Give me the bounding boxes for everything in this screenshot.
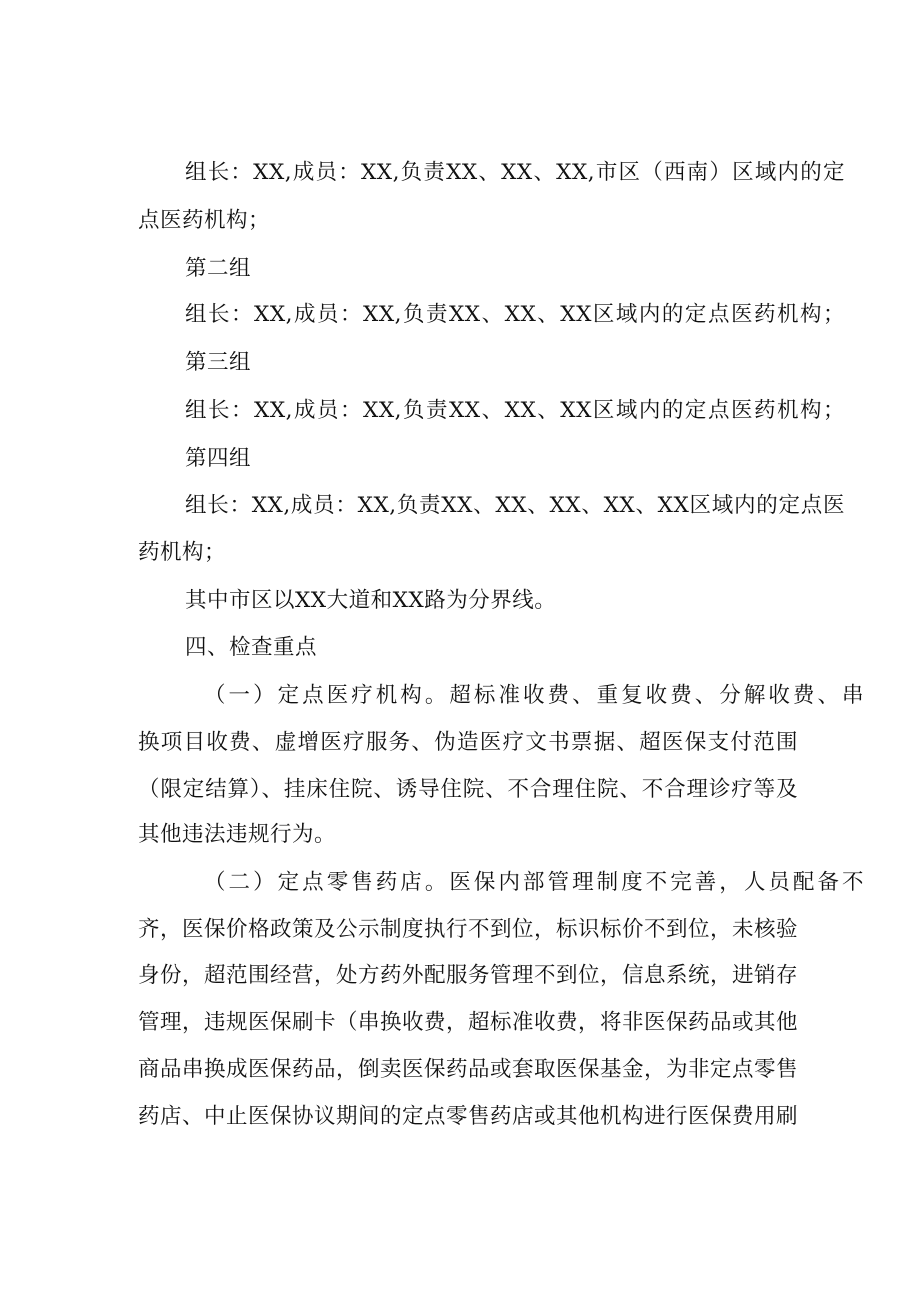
paragraph-group3: 组长：XX,成员：XX,负责XX、XX、XX区域内的定点医药机构； (185, 398, 845, 423)
heading-group3: 第三组 (185, 350, 252, 375)
paragraph-medical-institution-line2: 换项目收费、虚增医疗服务、伪造医疗文书票据、超医保支付范围 (138, 730, 798, 755)
paragraph-medical-institution-line3: （限定结算）、挂床住院、诱导住院、不合理住院、不合理诊疗等及 (138, 777, 798, 802)
paragraph-pharmacy-line2: 齐，医保价格政策及公示制度执行不到位，标识标价不到位，未核验 (138, 917, 799, 942)
paragraph-medical-institution-line1: （一）定点医疗机构。超标准收费、重复收费、分解收费、串 (204, 683, 864, 708)
paragraph-group1-line2: 点医药机构； (138, 208, 271, 233)
paragraph-pharmacy-line4: 管理，违规医保刷卡（串换收费，超标准收费，将非医保药品或其他 (138, 1010, 799, 1035)
paragraph-group1-line1: 组长：XX,成员：XX,负责XX、XX、XX,市区（西南）区域内的定 (185, 160, 845, 185)
paragraph-pharmacy-line3: 身份，超范围经营，处方药外配服务管理不到位，信息系统，进销存 (138, 963, 799, 988)
paragraph-group2: 组长：XX,成员：XX,负责XX、XX、XX区域内的定点医药机构； (185, 302, 845, 327)
paragraph-pharmacy-line1: （二）定点零售药店。医保内部管理制度不完善，人员配备不 (204, 870, 864, 895)
section-heading-inspection-focus: 四、检查重点 (185, 635, 318, 660)
paragraph-pharmacy-line5: 商品串换成医保药品，倒卖医保药品或套取医保基金，为非定点零售 (138, 1057, 799, 1082)
paragraph-boundary: 其中市区以XX大道和XX路为分界线。 (185, 588, 557, 613)
paragraph-medical-institution-line4: 其他违法违规行为。 (138, 822, 337, 847)
paragraph-group4-line2: 药机构； (138, 540, 227, 565)
paragraph-pharmacy-line6: 药店、中止医保协议期间的定点零售药店或其他机构进行医保费用刷 (138, 1104, 799, 1129)
heading-group4: 第四组 (185, 446, 252, 471)
paragraph-group4-line1: 组长：XX,成员：XX,负责XX、XX、XX、XX、XX区域内的定点医 (185, 493, 845, 518)
heading-group2: 第二组 (185, 256, 252, 281)
